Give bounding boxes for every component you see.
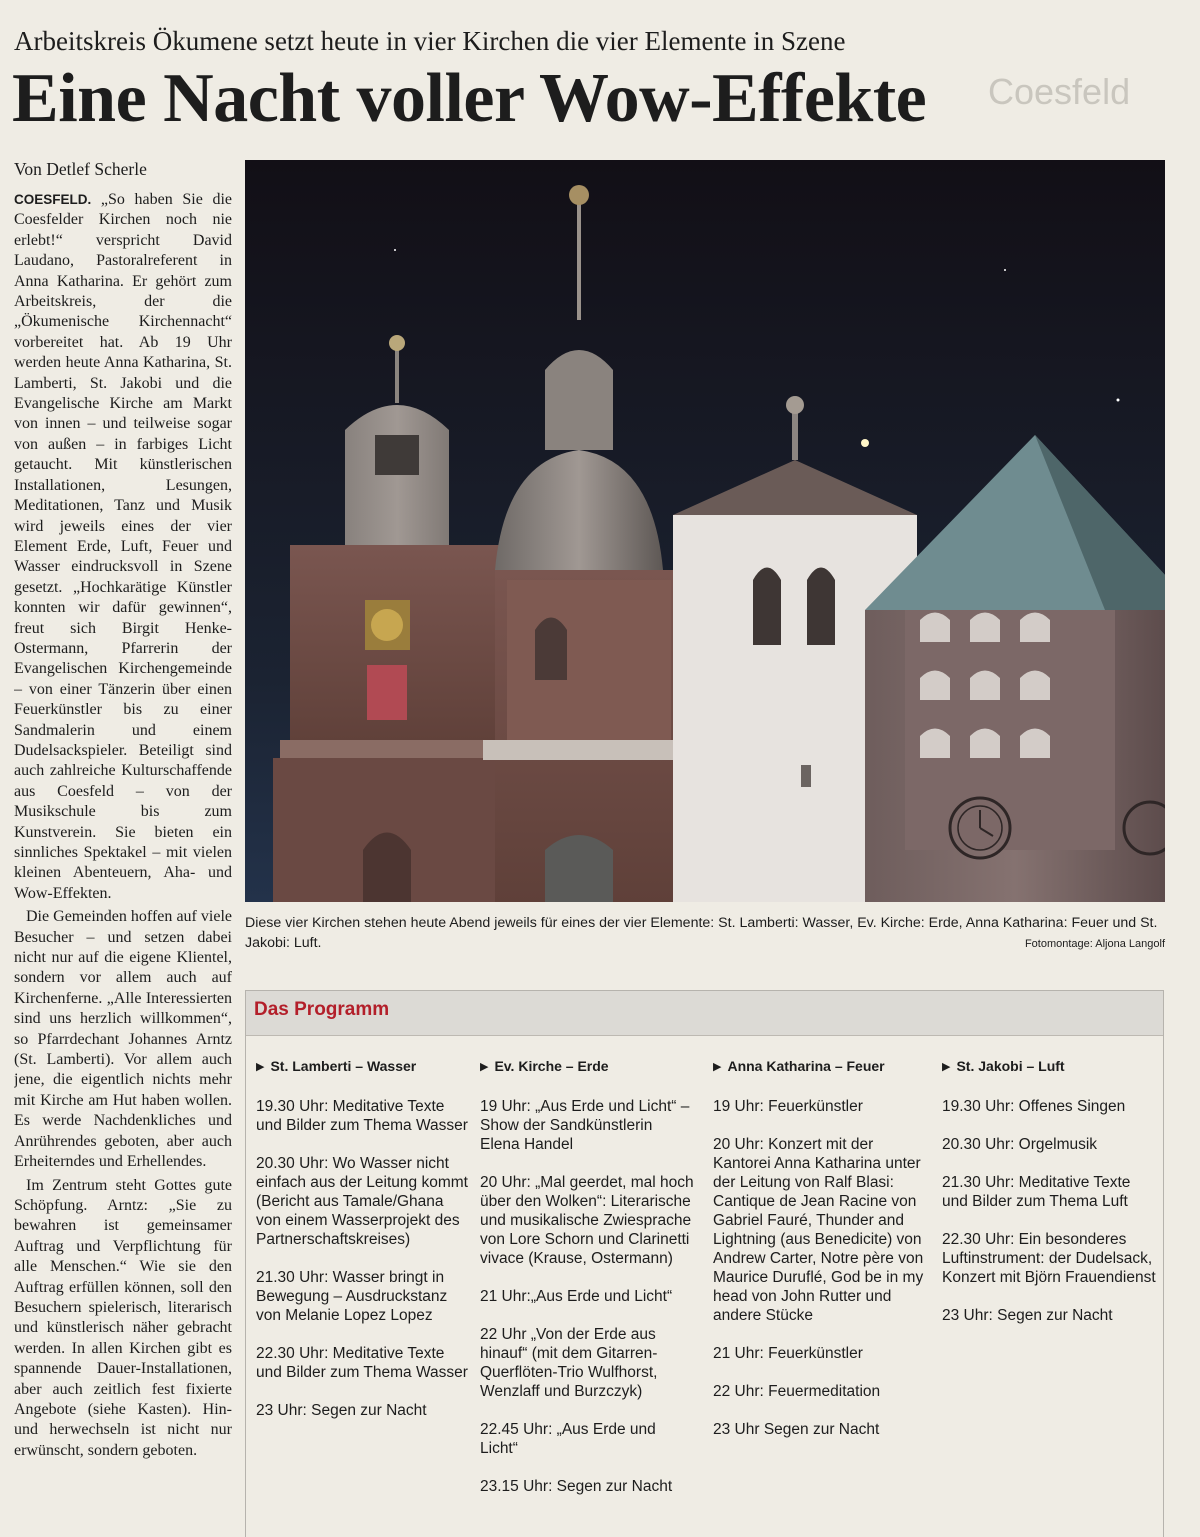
star [861,439,869,447]
program-entry: 20.30 Uhr: Orgelmusik [942,1136,1098,1153]
triangle-bullet-icon: ▶ [480,1061,489,1073]
program-column-heading: ▶ Ev. Kirche – Erde [480,1058,609,1074]
program-entry: 21.30 Uhr: Meditative Texte und Bilder zum Thema Luft [942,1174,1131,1210]
triangle-bullet-icon: ▶ [942,1061,951,1073]
headline: Eine Nacht voller Wow-Effekte [12,60,927,137]
program-entry: 19.30 Uhr: Offenes Singen [942,1098,1126,1115]
paragraph: Die Gemeinden hoffen auf viele Besucher – und setzen dabei nicht nur auf die eigene Klientel, sondern vor allem auch auf Kirchenferne. „Alle Interessierten sind uns herzlich willkommen“, so Pfarrdechant Johannes Arntz (St. Lamberti). Vor allem auch jene, die eigentlich nichts mehr mit Kirche am Hut haben wollen. Es werde Nachdenkliches und Anrührendes geboten, aber auch Erheiterndes und Erhellendes. [14,908,232,1171]
program-entry: 20 Uhr: Konzert mit der Kantorei Anna Katharina unter der Leitung von Ralf Blasi: Cantique de Jean Racine von Gabriel Fauré, Thunder and Lightning (aus Benedicite) von Andrew Carter, Notre père von Maurice Duruflé, God be in my head von John Rutter und andere Stücke [713,1136,924,1324]
program-entry: 23 Uhr Segen zur Nacht [713,1421,880,1438]
program-entry: 19 Uhr: Feuerkünstler [713,1098,863,1115]
program-entry: 21.30 Uhr: Wasser bringt in Bewegung – Ausdruckstanz von Melanie Lopez Lopez [256,1269,448,1324]
program-entry: 22 Uhr „Von der Erde aus hinauf“ (mit dem Gitarren-Querflöten-Trio Wulfhorst, Wenzlaff und Burzczyk) [480,1326,658,1400]
program-entry: 19 Uhr: „Aus Erde und Licht“ – Show der Sandkünstlerin Elena Handel [480,1098,690,1153]
program-entry: 22.30 Uhr: Ein besonderes Luftinstrument: der Dudelsack, Konzert mit Björn Frauendienst [942,1231,1156,1286]
program-column-heading: ▶ St. Lamberti – Wasser [256,1058,417,1074]
dateline: COESFELD. [14,192,92,207]
program-column-st-jakobi [942,1057,1157,1344]
program-entry: 21 Uhr: Feuerkünstler [713,1345,863,1362]
triangle-bullet-icon: ▶ [713,1061,722,1073]
program-entry: 19.30 Uhr: Meditative Texte und Bilder zum Thema Wasser [256,1098,468,1134]
photo-credit: Fotomontage: Aljona Langolf [1024,938,1165,950]
program-entry: 21 Uhr:„Aus Erde und Licht“ [480,1288,673,1305]
program-column-st-lamberti [256,1057,471,1439]
program-entry: 20 Uhr: „Mal geerdet, mal hoch über den Wolken“: Literarische und musikalische Zwiesprache von Lore Schorn und Clarinetti vivace (Krause, Ostermann) [480,1174,694,1267]
program-entry: 23.15 Uhr: Segen zur Nacht [480,1478,673,1495]
program-entry: 22.45 Uhr: „Aus Erde und Licht“ [480,1421,656,1457]
paragraph-text: „So haben Sie die Coesfelder Kirchen noch nie erlebt!“ verspricht David Laudano, Pastoralreferent in Anna Katharina. Er gehört zum Arbeitskreis, der die „Ökumenische Kirchennacht“ vorbereitet hat. Ab 19 Uhr werden heute Anna Katharina, St. Lamberti, St. Jakobi und die Evangelische Kirche am Markt von innen – und teilweise sogar von außen – in farbiges Licht getaucht. Mit künstlerischen Installationen, Lesungen, Meditationen, Tanz und Musik wird jeweils eines der vier Element Erde, Luft, Feuer und Wasser eindrucksvoll in Szene gesetzt. „Hochkarätige Künstler konnten wir dafür gewinnen“, freut sich Birgit Henke-Ostermann, Pfarrerin der Evangelischen Kirchengemeinde – von einer Tänzerin über einen Feuerkünstler bis zu einer Sandmalerin und einem Dudelsackspieler. Beteiligt sind auch zahlreiche Kulturschaffende aus Coesfeld – von der Musikschule bis zum Kunstverein. Sie bieten ein sinnliches Spektakel – mit vielen kleinen Abenteuern, Aha- und Wow-Effekten. [14,191,232,902]
program-column-ev-kirche [480,1057,695,1515]
triangle-bullet-icon: ▶ [256,1061,265,1073]
program-box [245,990,1164,1537]
paragraph [14,190,232,904]
program-entry: 22 Uhr: Feuermeditation [713,1383,881,1400]
program-entry: 20.30 Uhr: Wo Wasser nicht einfach aus der Leitung kommt (Bericht aus Tamale/Ghana von einem Wasserprojekt des Partnerschaftskreises) [256,1155,468,1248]
section-label: Coesfeld [988,71,1131,112]
paragraph: Im Zentrum steht Gottes gute Schöpfung. Arntz: „Sie zu bewahren ist gemeinsamer Auftrag und Verpflichtung für alle Menschen.“ Wie sie den Auftrag erfüllen können, soll den Besuchern spielerisch, literarisch und künstlerisch näher gebracht werden. In allen Kirchen gibt es spannende Dauer-Installationen, aber auch zeitlich fest fixierte Angebote (siehe Kasten). Hin- und herwechseln ist nicht nur erwünscht, sondern geboten. [14,1176,232,1459]
byline: Von Detlef Scherle [14,159,147,179]
program-column-heading: ▶ St. Jakobi – Luft [942,1058,1065,1074]
photo-caption: Diese vier Kirchen stehen heute Abend jeweils für eines der vier Elemente: St. Lamberti: Wasser, Ev. Kirche: Erde, Anna Katharina: Feuer und St. Jakobi: Luft. [245,915,1158,951]
program-entry: 22.30 Uhr: Meditative Texte und Bilder zum Thema Wasser [256,1345,468,1381]
churches-photo [245,160,1165,902]
program-column-anna-katharina [713,1057,928,1458]
program-column-heading: ▶ Anna Katharina – Feuer [713,1058,885,1074]
article-body [14,190,232,1530]
program-entry: 23 Uhr: Segen zur Nacht [256,1402,427,1419]
kicker: Arbeitskreis Ökumene setzt heute in vier Kirchen die vier Elemente in Szene [14,26,846,56]
program-entry: 23 Uhr: Segen zur Nacht [942,1307,1113,1324]
program-title: Das Programm [254,999,390,1020]
